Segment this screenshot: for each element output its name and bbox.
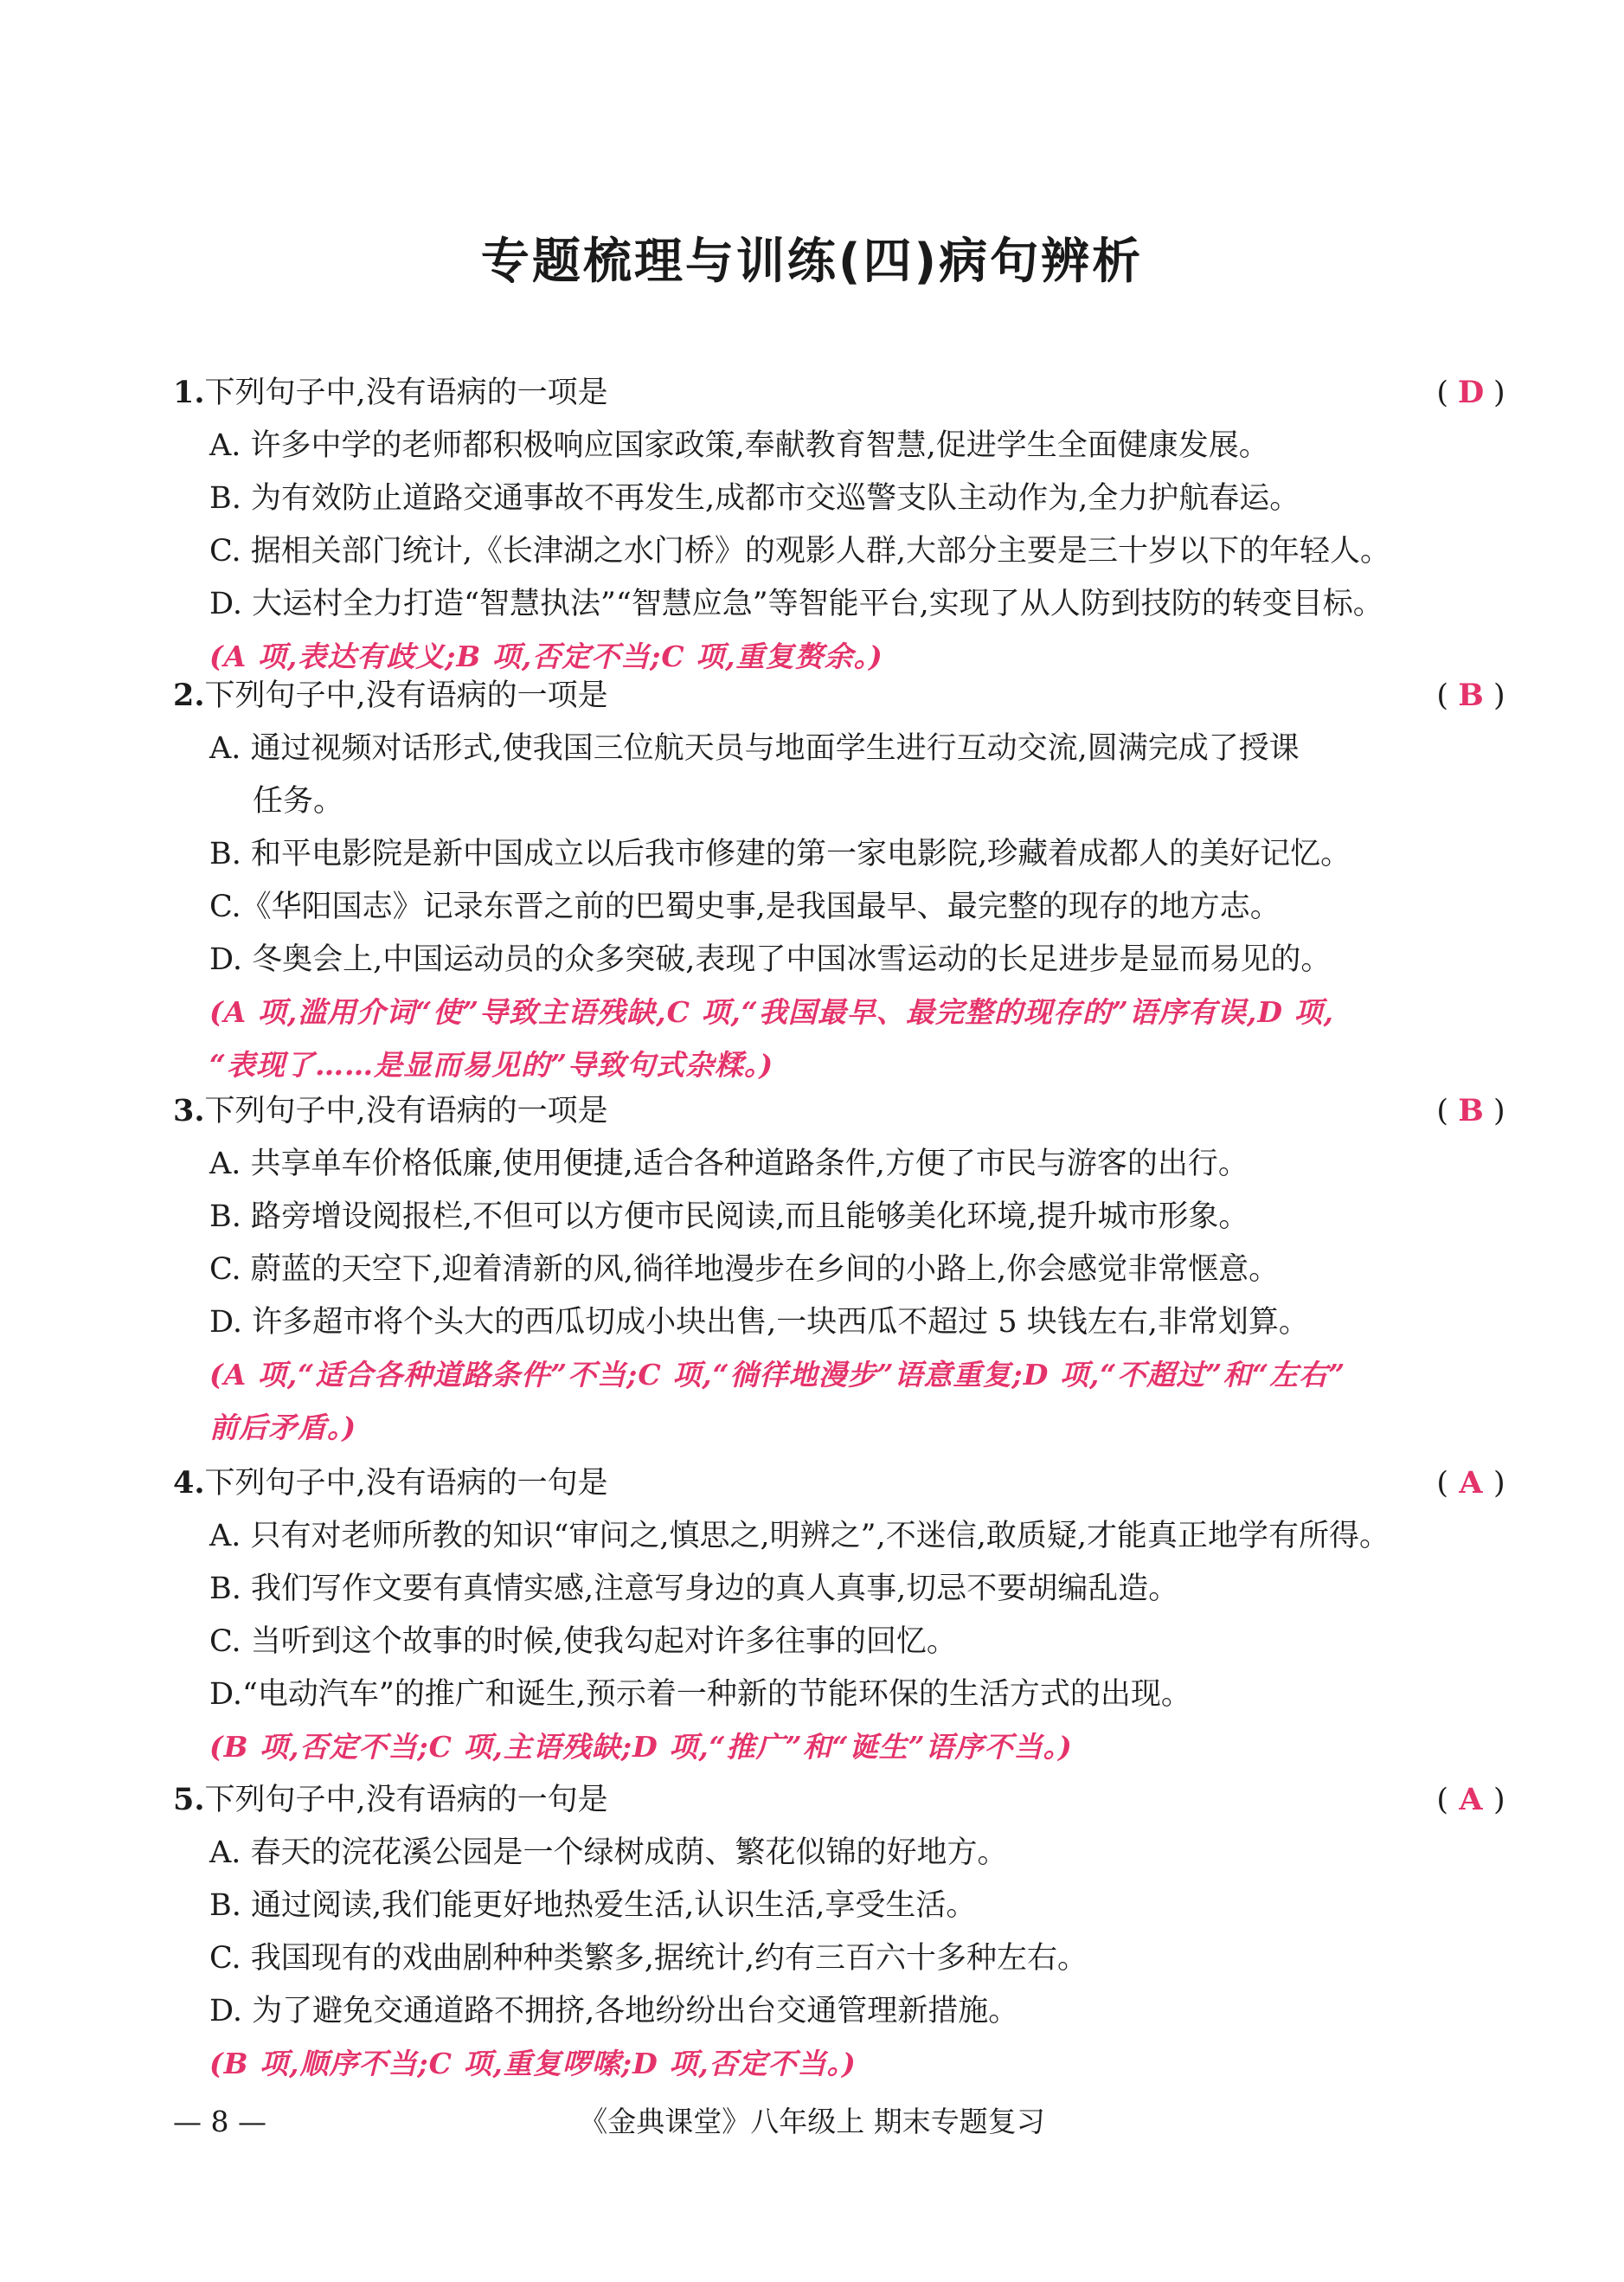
bracket-open: ( bbox=[1436, 1466, 1448, 1501]
option-a: A. 通过视频对话形式,使我国三位航天员与地面学生进行互动交流,圆满完成了授课 bbox=[209, 731, 1300, 766]
option-c: C. 蔚蓝的天空下,迎着清新的风,徜徉地漫步在乡间的小路上,你会感觉非常惬意。 bbox=[209, 1252, 1280, 1287]
answer-letter: D bbox=[1457, 375, 1485, 410]
bracket-close: ) bbox=[1493, 678, 1505, 713]
option-d: D. 为了避免交通道路不拥挤,各地纷纷出台交通管理新措施。 bbox=[209, 1994, 1019, 2028]
answer-explanation: (A 项,滥用介词“使”导致主语残缺,C 项,“我国最早、最完整的现存的”语序有误,D 项, bbox=[209, 995, 1334, 1029]
book-info: 《金典课堂》八年级上 期末专题复习 bbox=[579, 2105, 1045, 2138]
option-a: A. 共享单车价格低廉,使用便捷,适合各种道路条件,方便了市民与游客的出行。 bbox=[209, 1147, 1248, 1181]
question-text: 下列句子中,没有语病的一项是 bbox=[204, 376, 608, 410]
question-number: 2. bbox=[173, 678, 205, 713]
bracket-close: ) bbox=[1493, 376, 1505, 410]
answer-bracket bbox=[1419, 1781, 1523, 1819]
answer-bracket bbox=[1419, 1464, 1523, 1502]
question-text: 下列句子中,没有语病的一句是 bbox=[204, 1783, 608, 1817]
question-text: 下列句子中,没有语病的一项是 bbox=[204, 1094, 608, 1128]
bracket-close: ) bbox=[1493, 1094, 1505, 1128]
option-a: A. 春天的浣花溪公园是一个绿树成荫、繁花似锦的好地方。 bbox=[209, 1835, 1008, 1870]
question-number: 3. bbox=[173, 1093, 205, 1128]
bracket-open: ( bbox=[1436, 1783, 1448, 1817]
option-b: B. 通过阅读,我们能更好地热爱生活,认识生活,享受生活。 bbox=[209, 1888, 977, 1923]
option-d: D. 冬奥会上,中国运动员的众多突破,表现了中国冰雪运动的长足进步是显而易见的。 bbox=[209, 942, 1332, 977]
question-number: 4. bbox=[173, 1465, 205, 1501]
bracket-close: ) bbox=[1493, 1783, 1505, 1817]
answer-letter: A bbox=[1459, 1465, 1483, 1501]
option-c: C. 当听到这个故事的时候,使我勾起对许多往事的回忆。 bbox=[209, 1624, 957, 1659]
question-stem bbox=[173, 1464, 608, 1502]
option-c: C. 我国现有的戏曲剧种种类繁多,据统计,约有三百六十多种左右。 bbox=[209, 1941, 1088, 1976]
question-number: 5. bbox=[173, 1782, 205, 1817]
answer-bracket bbox=[1419, 374, 1523, 412]
answer-explanation: (A 项,表达有歧义;B 项,否定不当;C 项,重复赘余。) bbox=[209, 640, 883, 673]
question-stem bbox=[173, 1092, 608, 1130]
answer-explanation: (B 项,否定不当;C 项,主语残缺;D 项,“推广”和“诞生”语序不当。) bbox=[209, 1730, 1073, 1764]
question-stem bbox=[173, 677, 608, 715]
bracket-open: ( bbox=[1436, 376, 1448, 410]
page-title: 专题梳理与训练(四)病句辨析 bbox=[480, 234, 1144, 290]
option-b: B. 路旁增设阅报栏,不但可以方便市民阅读,而且能够美化环境,提升城市形象。 bbox=[209, 1199, 1249, 1234]
option-b: B. 我们写作文要有真情实感,注意写身边的真人真事,切忌不要胡编乱造。 bbox=[209, 1572, 1179, 1606]
answer-explanation: (A 项,“适合各种道路条件”不当;C 项,“徜徉地漫步”语意重复;D 项,“不超过”和“左右” bbox=[209, 1358, 1346, 1392]
question-text: 下列句子中,没有语病的一项是 bbox=[204, 678, 608, 713]
question-stem bbox=[173, 374, 608, 412]
option-b: B. 为有效防止道路交通事故不再发生,成都市交巡警支队主动作为,全力护航春运。 bbox=[209, 481, 1300, 516]
option-a: A. 许多中学的老师都积极响应国家政策,奉献教育智慧,促进学生全面健康发展。 bbox=[209, 428, 1269, 463]
answer-letter: A bbox=[1459, 1782, 1483, 1817]
answer-letter: B bbox=[1458, 678, 1484, 713]
question-number: 1. bbox=[173, 375, 205, 410]
option-d: D. 许多超市将个头大的西瓜切成小块出售,一块西瓜不超过 5 块钱左右,非常划算。 bbox=[209, 1305, 1309, 1340]
question-text: 下列句子中,没有语病的一句是 bbox=[204, 1466, 608, 1501]
answer-explanation: (B 项,顺序不当;C 项,重复啰嗦;D 项,否定不当。) bbox=[209, 2047, 857, 2080]
answer-bracket bbox=[1419, 677, 1523, 715]
option-c: C.《华阳国志》记录东晋之前的巴蜀史事,是我国最早、最完整的现存的地方志。 bbox=[209, 890, 1281, 924]
answer-explanation: 前后矛盾。) bbox=[209, 1411, 357, 1444]
option-a: A. 只有对老师所教的知识“审问之,慎思之,明辨之”,不迷信,敢质疑,才能真正地学有所得。 bbox=[209, 1519, 1390, 1553]
answer-bracket bbox=[1419, 1092, 1523, 1130]
option-b: B. 和平电影院是新中国成立以后我市修建的第一家电影院,珍藏着成都人的美好记忆。 bbox=[209, 837, 1351, 871]
option-d: D. 大运村全力打造“智慧执法”“智慧应急”等智能平台,实现了从人防到技防的转变目标。 bbox=[209, 587, 1383, 621]
option-c: C. 据相关部门统计,《长津湖之水门桥》的观影人群,大部分主要是三十岁以下的年轻人。 bbox=[209, 534, 1391, 569]
answer-explanation: “表现了……是显而易见的”导致句式杂糅。) bbox=[209, 1048, 774, 1082]
bracket-open: ( bbox=[1436, 678, 1448, 713]
answer-letter: B bbox=[1458, 1093, 1484, 1128]
bracket-close: ) bbox=[1493, 1466, 1505, 1501]
question-stem bbox=[173, 1781, 608, 1819]
option-d: D.“电动汽车”的推广和诞生,预示着一种新的节能环保的生活方式的出现。 bbox=[209, 1677, 1191, 1712]
page-number: — 8 — bbox=[173, 2105, 266, 2138]
option-a: 任务。 bbox=[253, 784, 344, 819]
bracket-open: ( bbox=[1436, 1094, 1448, 1128]
